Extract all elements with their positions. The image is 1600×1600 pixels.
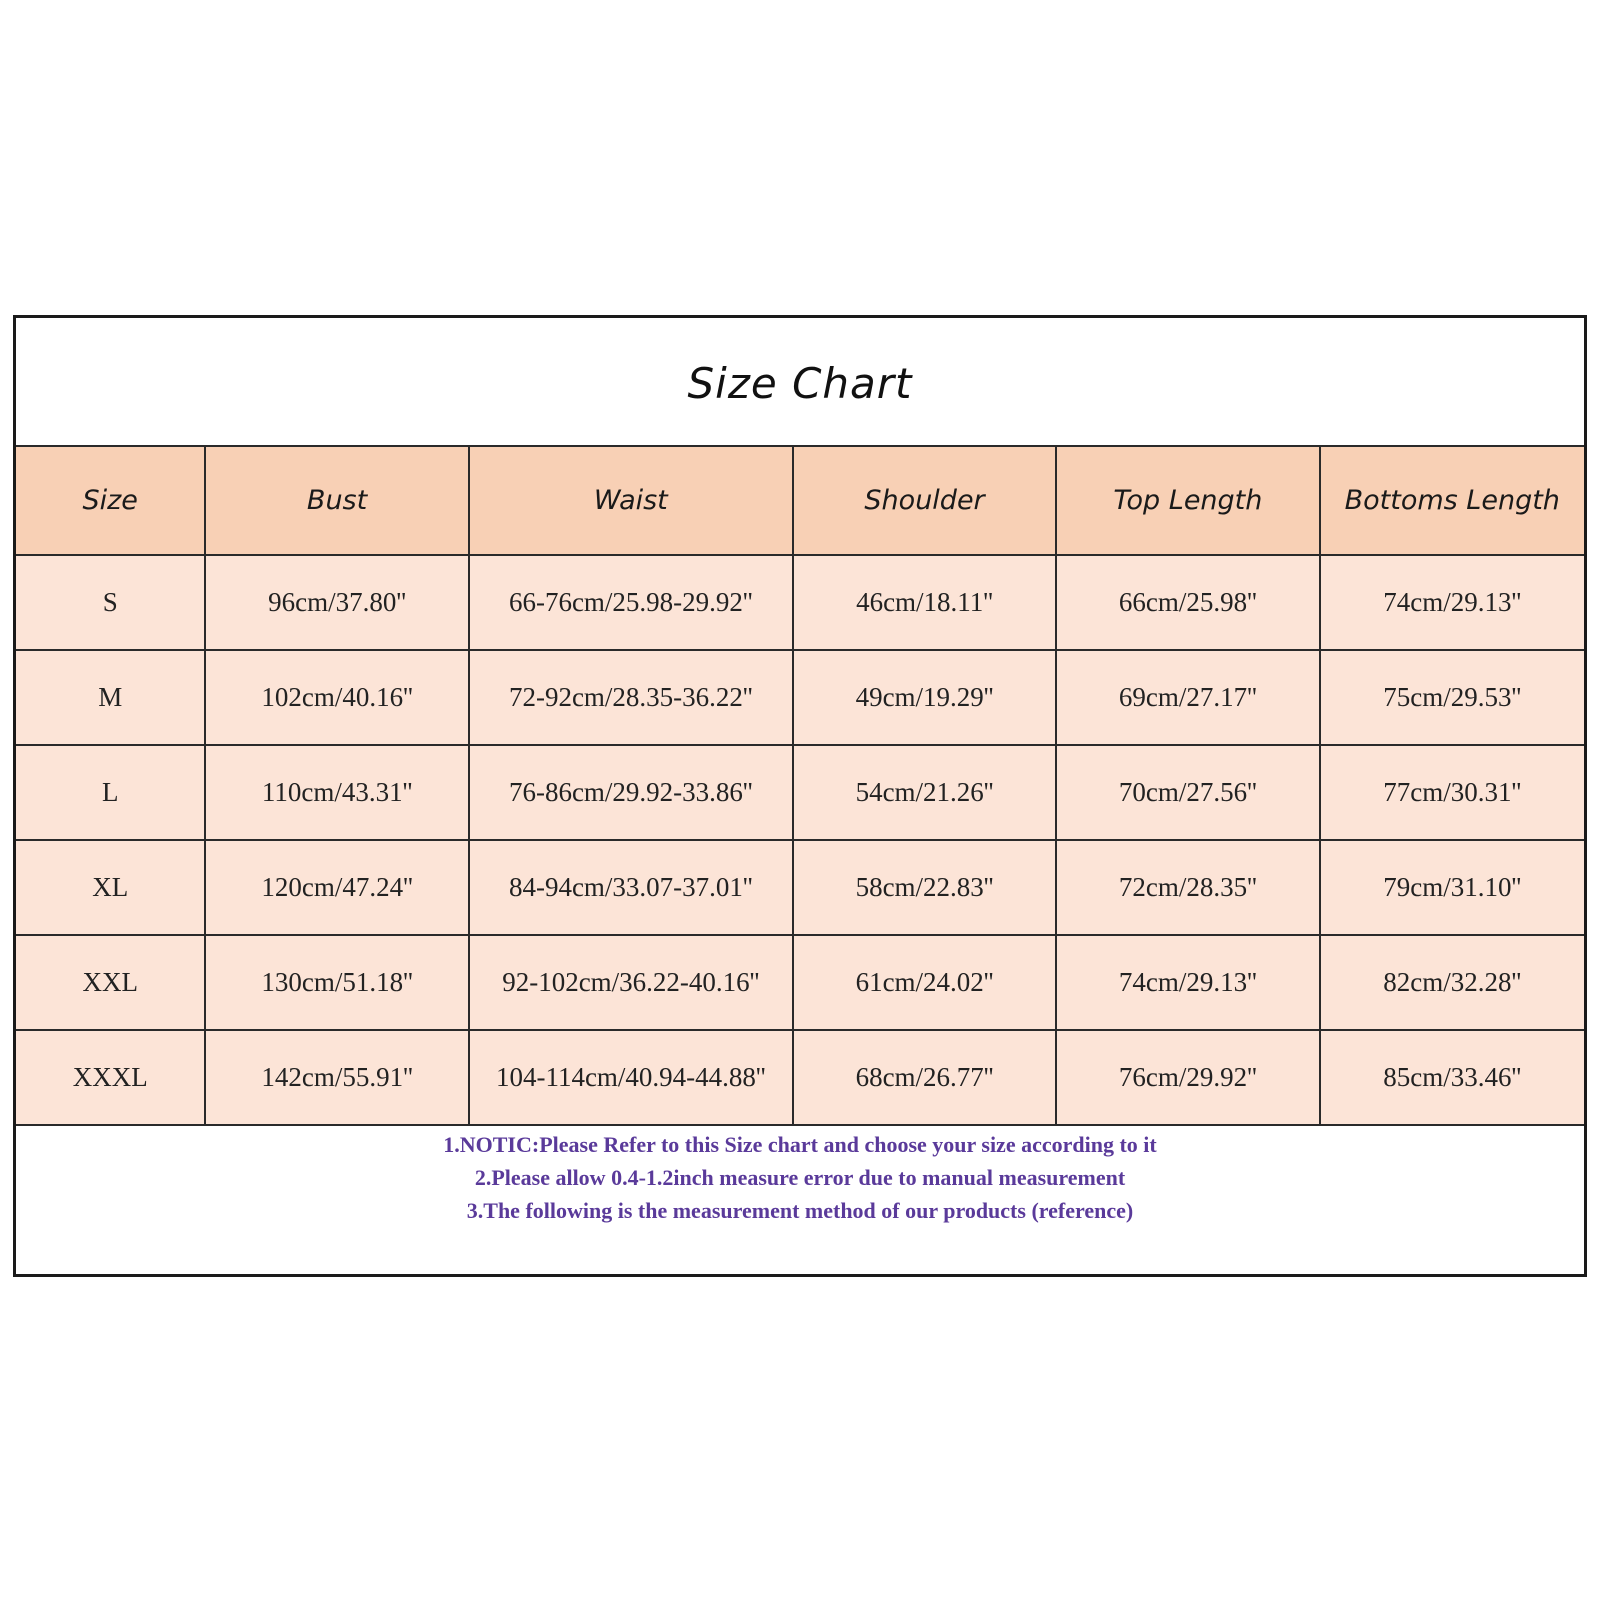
cell-top-length: 72cm/28.35'' [1056,840,1319,935]
header-waist: Waist [469,446,793,555]
note-line: 2.Please allow 0.4-1.2inch measure error due to manual measurement [474,1165,1126,1190]
table-row [16,555,1584,650]
cell-top-length: 66cm/25.98'' [1056,555,1319,650]
cell-size: S [16,555,205,650]
cell-bust: 120cm/47.24'' [205,840,468,935]
cell-bust: 102cm/40.16'' [205,650,468,745]
note-line: 1.NOTIC:Please Refer to this Size chart and choose your size according to it [443,1132,1157,1157]
table-row [16,1030,1584,1125]
cell-bottoms-length: 75cm/29.53'' [1320,650,1584,745]
cell-waist: 92-102cm/36.22-40.16'' [469,935,793,1030]
cell-shoulder: 49cm/19.29'' [793,650,1056,745]
cell-bottoms-length: 77cm/30.31'' [1320,745,1584,840]
cell-shoulder: 68cm/26.77'' [793,1030,1056,1125]
cell-waist: 72-92cm/28.35-36.22'' [469,650,793,745]
note-line: 3.The following is the measurement method of our products (reference) [466,1198,1134,1223]
cell-shoulder: 58cm/22.83'' [793,840,1056,935]
cell-shoulder: 54cm/21.26'' [793,745,1056,840]
table-header-row [16,446,1584,555]
cell-bust: 110cm/43.31'' [205,745,468,840]
cell-bottoms-length: 74cm/29.13'' [1320,555,1584,650]
header-bust: Bust [205,446,468,555]
header-shoulder: Shoulder [793,446,1056,555]
cell-top-length: 69cm/27.17'' [1056,650,1319,745]
cell-bust: 130cm/51.18'' [205,935,468,1030]
cell-waist: 66-76cm/25.98-29.92'' [469,555,793,650]
cell-size: XL [16,840,205,935]
cell-bottoms-length: 79cm/31.10'' [1320,840,1584,935]
cell-top-length: 74cm/29.13'' [1056,935,1319,1030]
cell-waist: 104-114cm/40.94-44.88'' [469,1030,793,1125]
cell-size: L [16,745,205,840]
cell-size: XXXL [16,1030,205,1125]
cell-top-length: 70cm/27.56'' [1056,745,1319,840]
header-size: Size [16,446,205,555]
cell-size: M [16,650,205,745]
table-row [16,840,1584,935]
size-table [16,445,1584,1126]
cell-waist: 76-86cm/29.92-33.86'' [469,745,793,840]
cell-top-length: 76cm/29.92'' [1056,1030,1319,1125]
header-top-length: Top Length [1056,446,1319,555]
size-chart-frame [13,315,1587,1277]
cell-bust: 96cm/37.80'' [205,555,468,650]
cell-bottoms-length: 85cm/33.46'' [1320,1030,1584,1125]
cell-bust: 142cm/55.91'' [205,1030,468,1125]
cell-shoulder: 46cm/18.11'' [793,555,1056,650]
header-bottoms-length: Bottoms Length [1320,446,1584,555]
table-row [16,650,1584,745]
chart-title: Size Chart [687,358,913,408]
table-row [16,935,1584,1030]
cell-shoulder: 61cm/24.02'' [793,935,1056,1030]
cell-waist: 84-94cm/33.07-37.01'' [469,840,793,935]
cell-bottoms-length: 82cm/32.28'' [1320,935,1584,1030]
notes-block [16,1128,1584,1227]
table-row [16,745,1584,840]
cell-size: XXL [16,935,205,1030]
